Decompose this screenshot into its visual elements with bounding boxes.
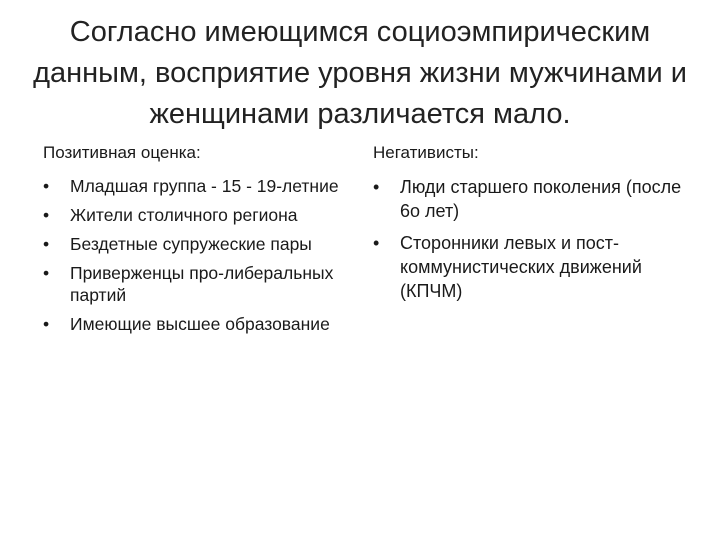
- list-item-label: Бездетные супружеские пары: [70, 234, 312, 254]
- bullet-icon: •: [43, 176, 50, 196]
- bullet-icon: •: [43, 205, 50, 225]
- negative-column: [373, 142, 693, 311]
- bullet-icon: •: [43, 263, 50, 283]
- list-item-label: Младшая группа - 15 - 19-летние: [70, 176, 339, 196]
- bullet-icon: •: [43, 314, 50, 334]
- slide-title: Согласно имеющимся социоэмпирическим данным, восприятие уровня жизни мужчинами и женщинами различается мало.: [33, 16, 687, 130]
- list-item: [43, 233, 343, 255]
- bullet-icon: •: [373, 233, 380, 253]
- positive-column: [43, 142, 343, 342]
- list-item: [373, 175, 693, 223]
- list-item: [373, 231, 693, 303]
- bullet-icon: •: [373, 177, 380, 197]
- list-item-label: Приверженцы про-либеральных партий: [70, 263, 334, 305]
- list-item: [43, 175, 343, 197]
- list-item: [43, 313, 343, 335]
- positive-list: [43, 175, 343, 335]
- list-item: [43, 204, 343, 226]
- negative-list: [373, 175, 693, 303]
- list-item-label: Жители столичного региона: [70, 205, 298, 225]
- bullet-icon: •: [43, 234, 50, 254]
- list-item-label: Сторонники левых и пост-коммунистических движений (КПЧМ): [400, 233, 642, 301]
- list-item-label: Имеющие высшее образование: [70, 314, 330, 334]
- negative-heading: Негативисты:: [373, 143, 479, 162]
- list-item: [43, 262, 343, 306]
- positive-heading: Позитивная оценка:: [43, 143, 201, 162]
- list-item-label: Люди старшего поколения (после 6о лет): [400, 177, 682, 221]
